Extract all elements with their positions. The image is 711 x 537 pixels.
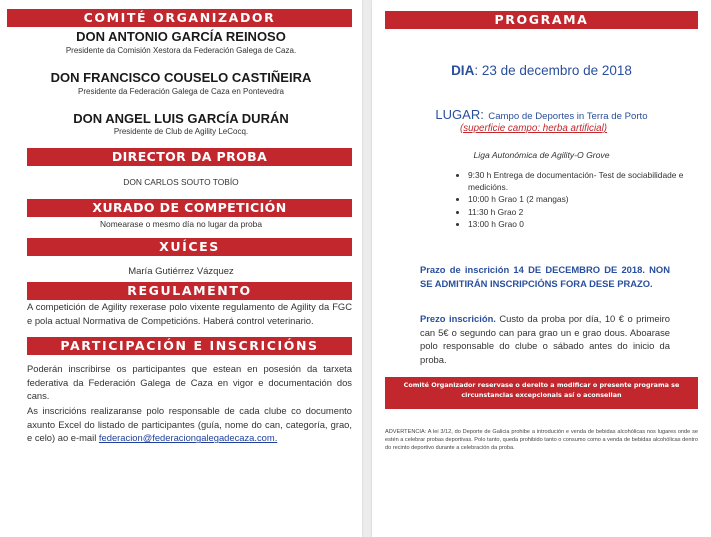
place-line: [372, 106, 711, 124]
organizer-heading: COMITÉ ORGANIZADOR: [7, 9, 352, 27]
organizer-role-3: Presidente de Club de Agility LeCocq.: [113, 127, 249, 136]
fee-body: Custo da proba por día, 10 € o primeiro can 5€ o segundo can para grao un e grao dous. Aboarase polo responsable do clube o sábado antes do inicio da proba.: [420, 313, 670, 365]
participation-text-1: Poderán inscribirse os participantes que estean en posesión da tarxeta federativa da Federación Galega de Caza en vigor e documentación dos cans.: [27, 363, 352, 402]
judges-name: María Gutiérrez Vázquez: [128, 266, 234, 277]
organizer-role-2: Presidente da Federación Galega de Caza en Pontevedra: [78, 87, 284, 96]
organizer-name-3: DON ANGEL LUIS GARCÍA DURÁN: [73, 111, 289, 126]
surface-note: (superficie campo: herba artificial): [460, 123, 608, 134]
director-name: DON CARLOS SOUTO TOBÍO: [123, 177, 239, 187]
schedule-item: • 13:00 h Grao 0: [468, 219, 708, 231]
warning-text: ADVERTENCIA: A lei 3/12, do Deporte de Galicia prohibe a introdución e venda de bebidas alcohólicas nos lugares onde se estén a celebrar probas deportivas. Polo tanto, queda prohibido tanto o consumo como a venda de bebidas alcohólicas dentro do recinto deportivo durante a celebración da proba.: [385, 429, 698, 452]
rules-heading: REGULAMENTO: [27, 282, 352, 300]
programa-heading: PROGRAMA: [385, 11, 698, 29]
rules-text: A competición de Agility rexerase polo vixente regulamento de Agility da FGC e pola actual Normativa de Competicións. Haberá control veterinario.: [27, 301, 352, 326]
email-link[interactable]: federacion@federaciongalegadecaza.com.: [98, 432, 278, 444]
schedule-item: • 9:30 h Entrega de documentación- Test de sociabilidade e medicións.: [468, 170, 708, 193]
organizer-name-1: DON ANTONIO GARCÍA REINOSO: [76, 29, 286, 44]
place-label: LUGAR:: [435, 107, 484, 122]
day-label: DIA: [451, 63, 475, 78]
fee-text: [420, 312, 670, 366]
participation-text-2-body: As inscricións realizaranse polo responsable de cada clube co documento axunto Excel do listado de participantes (guía, nome do can, categoría, grao, e celo) ao e-mail: [27, 405, 352, 444]
judges-heading: XUÍCES: [27, 238, 352, 256]
organizer-name-2: DON FRANCISCO COUSELO CASTIÑEIRA: [50, 70, 312, 85]
jury-text: Nomearase o mesmo día no lugar da proba: [99, 219, 262, 229]
jury-heading: XURADO DE COMPETICIÓN: [27, 199, 352, 217]
schedule-list: [454, 170, 708, 232]
day-value: : 23 de decembro de 2018: [474, 63, 632, 78]
schedule-item: • 10:00 h Grao 1 (2 mangas): [468, 194, 708, 206]
fee-label: Prezo inscrición.: [420, 313, 496, 324]
participation-heading: PARTICIPACIÓN E INSCRICIÓNS: [27, 337, 352, 355]
league-name: Liga Autonómica de Agility-O Grove: [473, 150, 610, 160]
place-value: Campo de Deportes in Terra de Porto: [488, 111, 648, 122]
day-line: [372, 63, 711, 78]
participation-text-2: [27, 404, 352, 445]
deadline-text: Prazo de inscrición 14 DE DECEMBRO DE 2018. NON SE ADMITIRÁN INSCRIPCIÓNS FORA DESE PRAZO.: [420, 264, 670, 289]
notice-bar: Comité Organizador reservase o dereito a modificar o presente programa se circunstancias excepcionais así o aconsellan: [385, 377, 698, 409]
right-page: [372, 0, 711, 537]
director-heading: DIRECTOR DA PROBA: [27, 148, 352, 166]
organizer-role-1: Presidente da Comisión Xestora da Federación Galega de Caza.: [65, 46, 297, 55]
schedule-item: • 11:30 h Grao 2: [468, 207, 708, 219]
